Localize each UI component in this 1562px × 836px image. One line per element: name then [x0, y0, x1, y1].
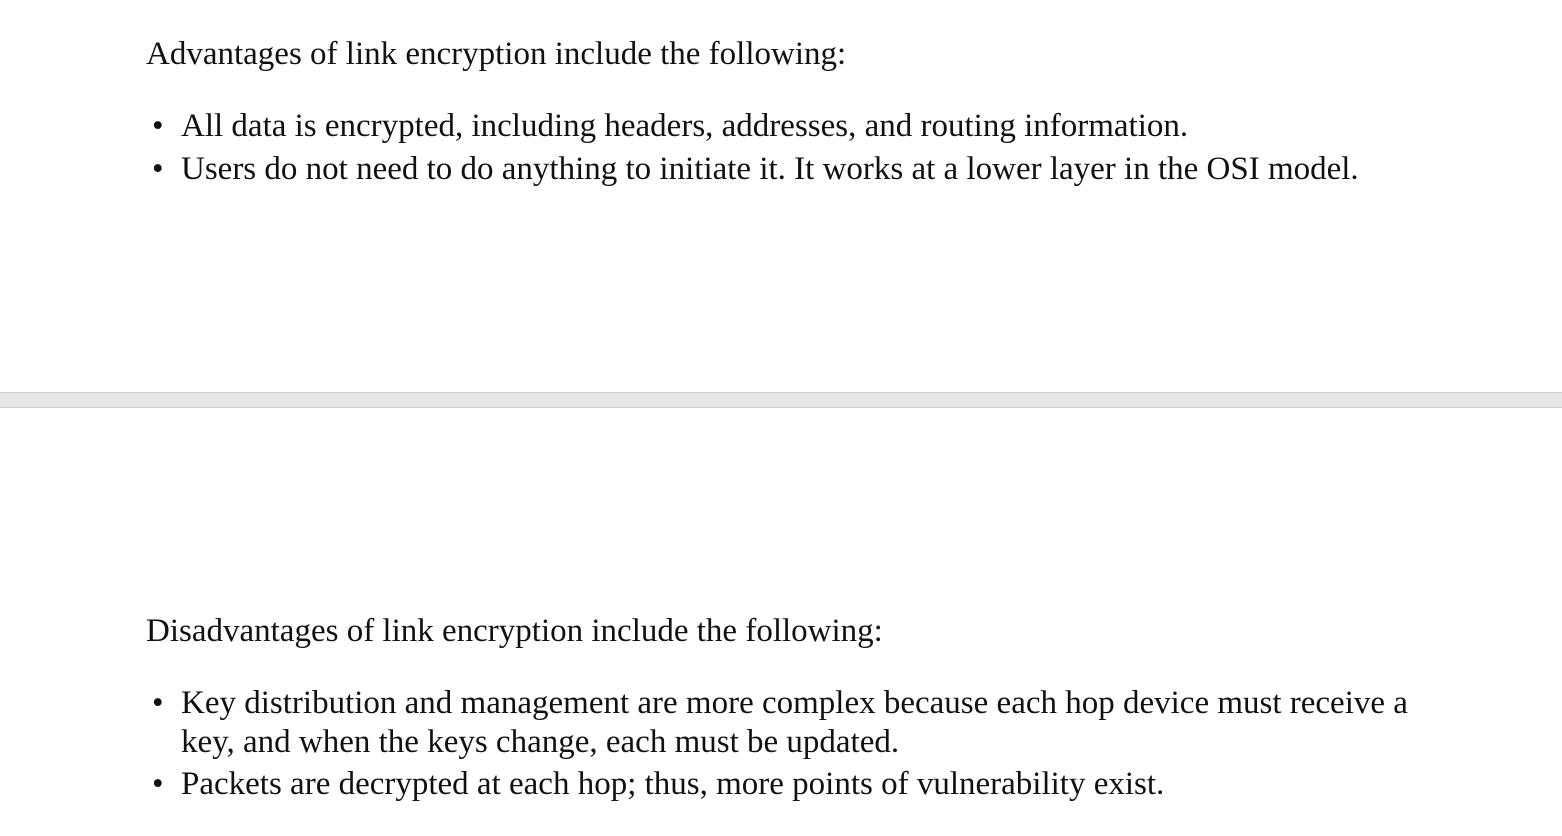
list-item [146, 150, 1436, 189]
list-item [146, 684, 1436, 762]
list-item-text: Packets are decrypted at each hop; thus, more points of vulnerability exist. [181, 766, 1165, 802]
disadvantages-intro: Disadvantages of link encryption include the following: [146, 613, 883, 649]
list-item-text: All data is encrypted, including headers, addresses, and routing information. [181, 108, 1189, 144]
disadvantages-list [146, 684, 1436, 804]
page-break-separator [0, 392, 1562, 408]
bullet-icon: • [152, 151, 164, 187]
document-page-1 [0, 0, 1562, 392]
advantages-intro: Advantages of link encryption include the following: [146, 36, 847, 72]
list-item [146, 107, 1436, 146]
bullet-icon: • [152, 685, 164, 721]
advantages-list [146, 107, 1436, 189]
list-item [146, 765, 1436, 804]
document-page-2 [0, 408, 1562, 836]
list-item-text: Users do not need to do anything to initiate it. It works at a lower layer in the OSI model. [181, 151, 1359, 187]
list-item-text: Key distribution and management are more complex because each hop device must receive a key, and when the keys change, each must be updated. [181, 685, 1408, 760]
bullet-icon: • [152, 766, 164, 802]
bullet-icon: • [152, 108, 164, 144]
